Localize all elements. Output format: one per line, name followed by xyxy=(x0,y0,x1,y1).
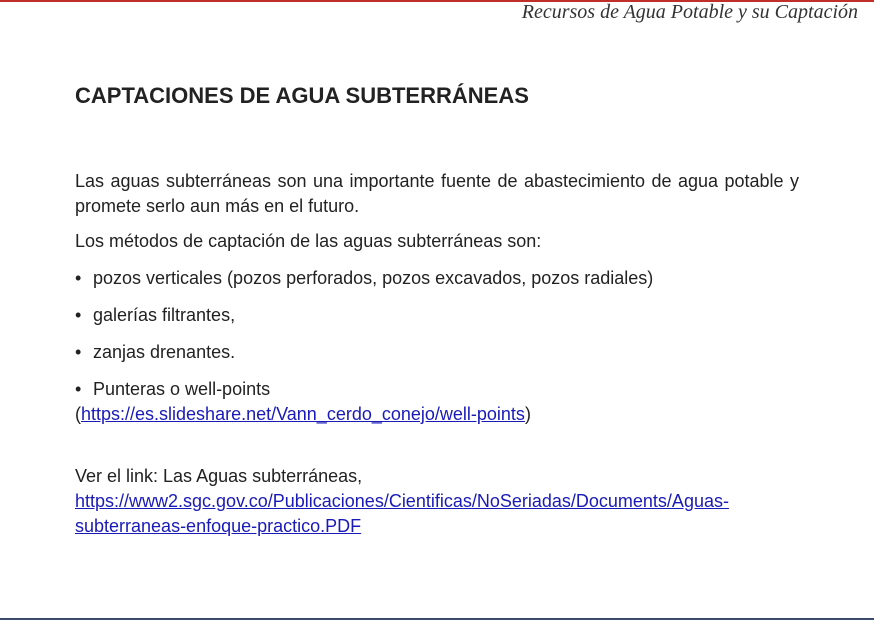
list-item xyxy=(75,303,799,328)
list-item-text: galerías filtrantes, xyxy=(93,305,236,325)
bullet-icon: • xyxy=(75,268,82,288)
intro-paragraph: Las aguas subterráneas son una importante fuente de abastecimiento de agua potable y promete serlo aun más en el futuro. xyxy=(75,171,799,216)
methods-lead: Los métodos de captación de las aguas subterráneas son: xyxy=(75,231,542,251)
bullet-icon: • xyxy=(75,379,82,399)
list-item-text: zanjas drenantes. xyxy=(93,342,236,362)
wellpoints-link[interactable]: https://es.slideshare.net/Vann_cerdo_conejo/well-points xyxy=(81,404,525,424)
bullet-icon: • xyxy=(75,305,82,325)
list-item-text: pozos verticales (pozos perforados, pozos excavados, pozos radiales) xyxy=(93,268,654,288)
list-item xyxy=(75,377,799,427)
bottom-divider xyxy=(0,618,874,620)
methods-list xyxy=(75,266,799,427)
list-item xyxy=(75,266,799,291)
open-paren: ( xyxy=(75,404,81,424)
header-title: Recursos de Agua Potable y su Captación xyxy=(521,1,858,23)
reference-block xyxy=(75,464,799,539)
bullet-icon: • xyxy=(75,342,82,362)
reference-link[interactable]: https://www2.sgc.gov.co/Publicaciones/Cientificas/NoSeriadas/Documents/Aguas-subterraneas-enfoque-practico.PDF xyxy=(75,491,729,536)
list-item xyxy=(75,340,799,365)
slide-title: CAPTACIONES DE AGUA SUBTERRÁNEAS xyxy=(75,83,529,108)
close-paren: ) xyxy=(524,404,531,424)
reference-label: Ver el link: Las Aguas subterráneas, xyxy=(75,466,363,486)
list-item-text: Punteras o well-points xyxy=(93,379,271,399)
slide-body xyxy=(75,169,799,539)
